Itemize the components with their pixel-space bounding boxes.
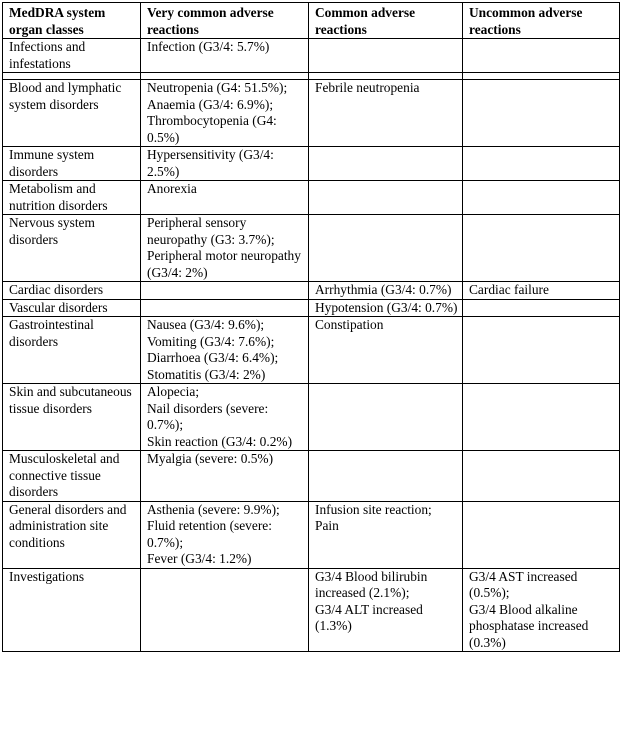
uncommon-cell xyxy=(463,299,620,317)
reaction-entry: Infusion site reaction; xyxy=(315,501,432,517)
common-cell xyxy=(309,80,463,147)
common-cell xyxy=(309,39,463,73)
table-row xyxy=(3,384,620,451)
reaction-entry: Nausea (G3/4: 9.6%); xyxy=(147,317,265,332)
soc-cell: Investigations xyxy=(3,568,141,652)
reaction-entry: Anorexia xyxy=(147,181,197,196)
table-row xyxy=(3,501,620,568)
very-common-cell xyxy=(141,568,309,652)
reaction-entry: Fever (G3/4: 1.2%) xyxy=(147,551,252,566)
common-cell xyxy=(309,147,463,181)
table-row xyxy=(3,299,620,317)
reaction-entry: Hypersensitivity (G3/4: 2.5%) xyxy=(147,147,274,179)
header-uncommon: Uncommon adverse reactions xyxy=(463,3,620,39)
reaction-entry: Alopecia; xyxy=(147,384,200,399)
soc-cell: Skin and subcutaneous tissue disorders xyxy=(3,384,141,451)
uncommon-cell xyxy=(463,317,620,384)
common-cell xyxy=(309,384,463,451)
soc-cell: Cardiac disorders xyxy=(3,282,141,300)
table-header-row xyxy=(3,3,620,39)
header-common: Common adverse reactions xyxy=(309,3,463,39)
very-common-cell xyxy=(141,80,309,147)
very-common-cell xyxy=(141,501,309,568)
table-row xyxy=(3,317,620,384)
uncommon-cell xyxy=(463,39,620,73)
table-row xyxy=(3,147,620,181)
uncommon-cell xyxy=(463,181,620,215)
spacer-cell xyxy=(463,73,620,80)
table-row xyxy=(3,282,620,300)
row-spacer xyxy=(3,73,620,80)
reaction-entry: Stomatitis (G3/4: 2%) xyxy=(147,366,266,382)
reaction-entry: Pain xyxy=(315,518,339,533)
soc-cell: Musculoskeletal and connective tissue disorders xyxy=(3,451,141,502)
header-very-common: Very common adverse reactions xyxy=(141,3,309,39)
table-row xyxy=(3,451,620,502)
reaction-entry: Diarrhoea (G3/4: 6.4%); xyxy=(147,350,279,365)
reaction-entry: Skin reaction (G3/4: 0.2%) xyxy=(147,433,293,449)
reaction-entry: Arrhythmia (G3/4: 0.7%) xyxy=(315,282,452,297)
common-cell xyxy=(309,568,463,652)
table-row xyxy=(3,39,620,73)
reaction-entry: Constipation xyxy=(315,317,384,332)
reaction-entry: Cardiac failure xyxy=(469,282,549,297)
table-row xyxy=(3,215,620,282)
spacer-cell xyxy=(141,73,309,80)
reaction-entry: Asthenia (severe: 9.9%); xyxy=(147,501,280,517)
common-cell xyxy=(309,501,463,568)
reaction-entry: Nail disorders (severe: 0.7%); xyxy=(147,400,269,432)
reaction-entry: Neutropenia (G4: 51.5%); xyxy=(147,80,288,95)
common-cell xyxy=(309,181,463,215)
very-common-cell xyxy=(141,317,309,384)
uncommon-cell xyxy=(463,215,620,282)
very-common-cell xyxy=(141,451,309,502)
uncommon-cell xyxy=(463,282,620,300)
very-common-cell xyxy=(141,282,309,300)
uncommon-cell xyxy=(463,568,620,652)
very-common-cell xyxy=(141,299,309,317)
soc-cell: Gastrointestinal disorders xyxy=(3,317,141,384)
reaction-entry: Thrombocytopenia (G4: 0.5%) xyxy=(147,113,277,145)
reaction-entry: G3/4 Blood alkaline phosphatase increased (0.3%) xyxy=(469,601,589,650)
very-common-cell xyxy=(141,215,309,282)
table-row xyxy=(3,80,620,147)
soc-cell: Metabolism and nutrition disorders xyxy=(3,181,141,215)
soc-cell: General disorders and administration site conditions xyxy=(3,501,141,568)
common-cell xyxy=(309,215,463,282)
uncommon-cell xyxy=(463,80,620,147)
table-row xyxy=(3,181,620,215)
soc-cell: Infections and infestations xyxy=(3,39,141,73)
reaction-entry: Fluid retention (severe: 0.7%); xyxy=(147,518,272,550)
header-soc: MedDRA system organ classes xyxy=(3,3,141,39)
reaction-entry: Anaemia (G3/4: 6.9%); xyxy=(147,96,274,112)
uncommon-cell xyxy=(463,501,620,568)
very-common-cell xyxy=(141,147,309,181)
soc-cell: Nervous system disorders xyxy=(3,215,141,282)
reaction-entry: Febrile neutropenia xyxy=(315,80,420,95)
spacer-cell xyxy=(3,73,141,80)
table-body xyxy=(3,39,620,652)
reaction-entry: Peripheral motor neuropathy (G3/4: 2%) xyxy=(147,248,301,280)
soc-cell: Blood and lymphatic system disorders xyxy=(3,80,141,147)
reaction-entry: G3/4 ALT increased (1.3%) xyxy=(315,601,423,633)
reaction-entry: Myalgia (severe: 0.5%) xyxy=(147,451,274,466)
soc-cell: Vascular disorders xyxy=(3,299,141,317)
adverse-reactions-table xyxy=(2,2,620,652)
uncommon-cell xyxy=(463,147,620,181)
spacer-cell xyxy=(309,73,463,80)
common-cell xyxy=(309,299,463,317)
reaction-entry: Hypotension (G3/4: 0.7%) xyxy=(315,299,458,315)
reaction-entry: Infection (G3/4: 5.7%) xyxy=(147,39,270,54)
reaction-entry: G3/4 Blood bilirubin increased (2.1%); xyxy=(315,568,428,600)
uncommon-cell xyxy=(463,384,620,451)
reaction-entry: Peripheral sensory neuropathy (G3: 3.7%); xyxy=(147,215,275,247)
table-row xyxy=(3,568,620,652)
soc-cell: Immune system disorders xyxy=(3,147,141,181)
reaction-entry: Vomiting (G3/4: 7.6%); xyxy=(147,333,275,349)
common-cell xyxy=(309,451,463,502)
common-cell xyxy=(309,317,463,384)
very-common-cell xyxy=(141,181,309,215)
very-common-cell xyxy=(141,384,309,451)
reaction-entry: G3/4 AST increased (0.5%); xyxy=(469,568,578,600)
uncommon-cell xyxy=(463,451,620,502)
very-common-cell xyxy=(141,39,309,73)
common-cell xyxy=(309,282,463,300)
